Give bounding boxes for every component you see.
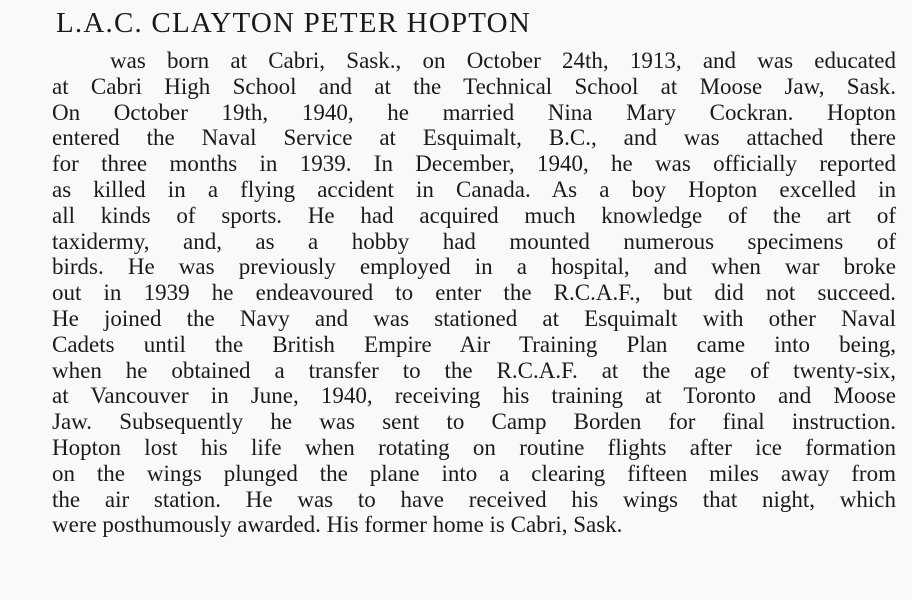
text-line: at Cabri High School and at the Technical School at Moose Jaw, Sask. <box>52 73 896 99</box>
text-line: He joined the Navy and was stationed at Esquimalt with other Naval <box>52 305 896 331</box>
text-line: out in 1939 he endeavoured to enter the R.C.A.F., but did not succeed. <box>52 280 896 306</box>
page-title: L.A.C. CLAYTON PETER HOPTON <box>56 7 531 39</box>
text-line: entered the Naval Service at Esquimalt, B.C., and was attached there <box>52 125 896 151</box>
text-line: all kinds of sports. He had acquired much knowledge of the art of <box>52 202 896 228</box>
biography-paragraph <box>52 48 896 538</box>
text-line: when he obtained a transfer to the R.C.A.F. at the age of twenty-six, <box>52 357 896 383</box>
text-line: for three months in 1939. In December, 1940, he was officially reported <box>52 151 896 177</box>
text-line: at Vancouver in June, 1940, receiving his training at Toronto and Moose <box>52 383 896 409</box>
text-line: On October 19th, 1940, he married Nina Mary Cockran. Hopton <box>52 99 896 125</box>
text-line: taxidermy, and, as a hobby had mounted numerous specimens of <box>52 228 896 254</box>
text-line: birds. He was previously employed in a hospital, and when war broke <box>52 254 896 280</box>
text-line: was born at Cabri, Sask., on October 24th, 1913, and was educated <box>110 48 896 73</box>
text-line: Cadets until the British Empire Air Training Plan came into being, <box>52 331 896 357</box>
text-line: as killed in a flying accident in Canada. As a boy Hopton excelled in <box>52 176 896 202</box>
text-line: Jaw. Subsequently he was sent to Camp Borden for final instruction. <box>52 409 896 435</box>
text-line: Hopton lost his life when rotating on routine flights after ice formation <box>52 434 896 460</box>
text-line: the air station. He was to have received his wings that night, which <box>52 486 896 512</box>
text-line: were posthumously awarded. His former home is Cabri, Sask. <box>52 512 623 538</box>
text-line: on the wings plunged the plane into a clearing fifteen miles away from <box>52 460 896 486</box>
